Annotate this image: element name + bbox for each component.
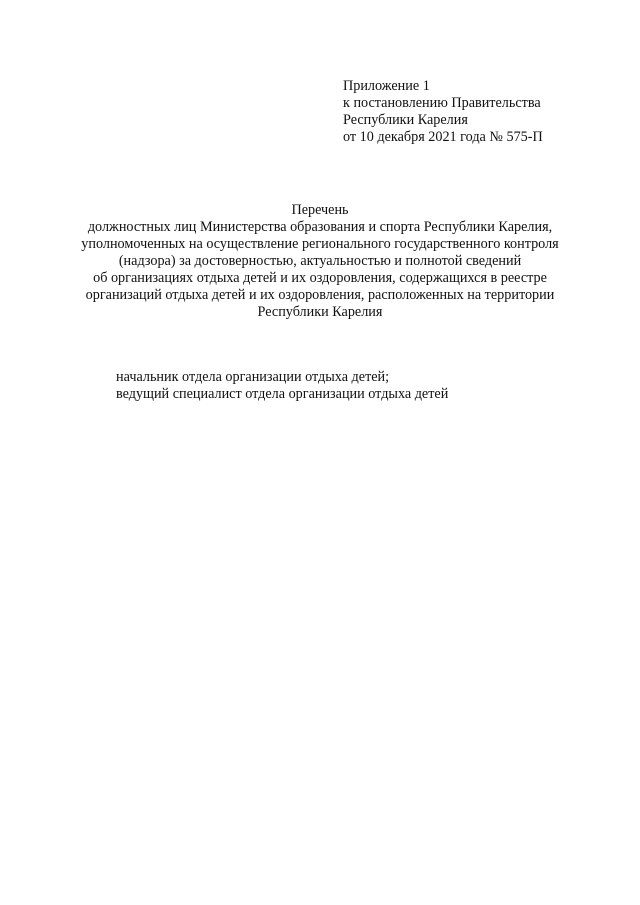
title-line: должностных лиц Министерства образования и спорта Республики Карелия, — [87, 219, 553, 235]
list-item: ведущий специалист отдела организации отдыха детей — [116, 386, 449, 402]
appendix-line-republic: Республики Карелия — [343, 112, 468, 128]
appendix-line-resolution: к постановлению Правительства — [343, 95, 541, 111]
appendix-line-number: Приложение 1 — [343, 78, 430, 94]
title-line: организаций отдыха детей и их оздоровления, расположенных на территории — [85, 287, 555, 303]
appendix-note — [343, 78, 543, 146]
title-line: об организациях отдыха детей и их оздоровления, содержащихся в реестре — [93, 270, 547, 286]
title-line: уполномоченных на осуществление регионального государственного контроля — [81, 236, 559, 252]
title-line: (надзора) за достоверностью, актуальностью и полнотой сведений — [118, 253, 522, 269]
title-heading: Перечень — [291, 202, 349, 218]
document-title — [40, 202, 600, 321]
list-item: начальник отдела организации отдыха детей; — [116, 369, 390, 385]
appendix-line-date: от 10 декабря 2021 года № 575-П — [343, 129, 543, 145]
title-line: Республики Карелия — [257, 304, 383, 320]
officials-list — [116, 369, 448, 403]
